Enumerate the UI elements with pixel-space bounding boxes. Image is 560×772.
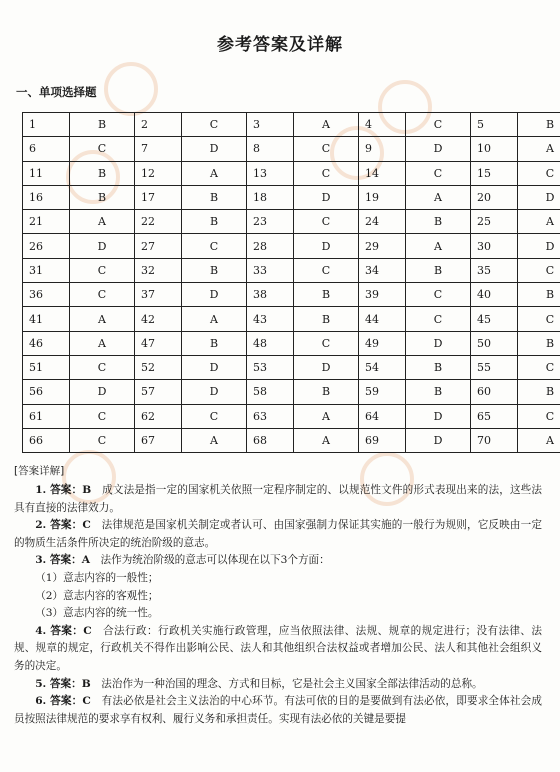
answer-choice: C <box>518 307 560 331</box>
answer-choice: D <box>518 185 560 209</box>
explanation-text: 法作为统治阶级的意志可以体现在以下3个方面： <box>100 554 330 567</box>
question-number: 51 <box>23 355 70 379</box>
question-number: 64 <box>359 404 406 428</box>
answer-choice: A <box>182 161 247 185</box>
table-row <box>23 331 560 355</box>
question-number: 60 <box>471 380 518 404</box>
answer-choice: A <box>70 210 135 234</box>
question-number: 7 <box>135 137 182 161</box>
answer-choice: C <box>70 428 135 452</box>
answer-choice: C <box>70 137 135 161</box>
question-number: 13 <box>247 161 294 185</box>
answer-choice: A <box>294 404 359 428</box>
explanation-paragraph <box>14 552 542 570</box>
answer-choice: D <box>406 428 471 452</box>
question-number: 53 <box>247 355 294 379</box>
answer-choice: C <box>294 161 359 185</box>
answer-label: 3. 答案：A <box>35 554 90 567</box>
table-row <box>23 113 560 137</box>
answer-choice: C <box>406 283 471 307</box>
question-number: 58 <box>247 380 294 404</box>
explanation-paragraph <box>14 605 542 623</box>
answer-choice: C <box>182 234 247 258</box>
answer-choice: C <box>70 258 135 282</box>
watermark-logo <box>104 62 158 116</box>
question-number: 27 <box>135 234 182 258</box>
answer-choice: D <box>70 380 135 404</box>
question-number: 6 <box>23 137 70 161</box>
answer-choice: B <box>182 185 247 209</box>
explanation-paragraph <box>14 570 542 588</box>
explanation-paragraph <box>14 693 542 728</box>
answer-choice: B <box>70 185 135 209</box>
explanation-text: （2）意志内容的客观性； <box>35 589 159 602</box>
answer-choice: C <box>294 137 359 161</box>
answer-choice: A <box>406 185 471 209</box>
question-number: 12 <box>135 161 182 185</box>
answer-label: 1. 答案：B <box>35 484 92 496</box>
question-number: 47 <box>135 331 182 355</box>
answer-choice: A <box>70 307 135 331</box>
answer-choice: A <box>518 210 560 234</box>
answer-choice: D <box>294 234 359 258</box>
explanation-text: （3）意志内容的统一性。 <box>35 607 159 620</box>
answer-choice: A <box>182 307 247 331</box>
explanation-text: 法治作为一种治国的理念、方式和目标，它是社会主义国家全部法律活动的总称。 <box>101 677 483 690</box>
answer-choice: C <box>70 355 135 379</box>
answer-choice: B <box>406 210 471 234</box>
answer-choice: D <box>406 404 471 428</box>
answer-choice: D <box>294 355 359 379</box>
question-number: 36 <box>23 283 70 307</box>
table-row <box>23 185 560 209</box>
table-row <box>23 404 560 428</box>
question-number: 65 <box>471 404 518 428</box>
table-row <box>23 137 560 161</box>
answer-choice: D <box>70 234 135 258</box>
answer-choice: D <box>294 185 359 209</box>
answer-choice: D <box>182 283 247 307</box>
answer-choice: C <box>294 331 359 355</box>
question-number: 1 <box>23 113 70 137</box>
question-number: 35 <box>471 258 518 282</box>
answer-choice: B <box>518 331 560 355</box>
question-number: 43 <box>247 307 294 331</box>
answer-choice: B <box>406 380 471 404</box>
answer-choice: A <box>518 428 560 452</box>
question-number: 10 <box>471 137 518 161</box>
answer-choice: A <box>294 428 359 452</box>
table-row <box>23 161 560 185</box>
question-number: 61 <box>23 404 70 428</box>
question-number: 3 <box>247 113 294 137</box>
question-number: 39 <box>359 283 406 307</box>
answer-choice: C <box>294 210 359 234</box>
question-number: 32 <box>135 258 182 282</box>
question-number: 14 <box>359 161 406 185</box>
question-number: 24 <box>359 210 406 234</box>
question-number: 50 <box>471 331 518 355</box>
answer-choice: C <box>518 161 560 185</box>
answer-choice: A <box>182 428 247 452</box>
question-number: 31 <box>23 258 70 282</box>
answer-choice: D <box>182 355 247 379</box>
table-row <box>23 210 560 234</box>
question-number: 49 <box>359 331 406 355</box>
question-number: 23 <box>247 210 294 234</box>
question-number: 4 <box>359 113 406 137</box>
question-number: 37 <box>135 283 182 307</box>
question-number: 66 <box>23 428 70 452</box>
answer-choice: A <box>518 137 560 161</box>
question-number: 25 <box>471 210 518 234</box>
explanations-label: [答案详解] <box>14 465 65 477</box>
question-number: 26 <box>23 234 70 258</box>
answer-choice: C <box>406 161 471 185</box>
explanation-text: 成文法是指一定的国家机关依照一定程序制定的、以规范性文件的形式表现出来的法，这些法具有直接的法律效力。 <box>14 484 543 514</box>
section-heading: 一、单项选择题 <box>16 85 97 99</box>
question-number: 63 <box>247 404 294 428</box>
answer-choice: B <box>406 355 471 379</box>
explanation-text: 法律规范是国家机关制定或者认可、由国家强制力保证其实施的一般行为规则，它反映由一定的物质生活条件所决定的统治阶级的意志。 <box>14 519 543 549</box>
question-number: 29 <box>359 234 406 258</box>
answer-choice: C <box>518 404 560 428</box>
explanation-paragraph <box>14 623 542 676</box>
question-number: 57 <box>135 380 182 404</box>
table-row <box>23 307 560 331</box>
answer-choice: C <box>182 404 247 428</box>
question-number: 20 <box>471 185 518 209</box>
explanation-text: （1）意志内容的一般性； <box>35 571 159 584</box>
question-number: 28 <box>247 234 294 258</box>
answer-choice: D <box>182 137 247 161</box>
answer-choice: B <box>70 161 135 185</box>
question-number: 38 <box>247 283 294 307</box>
table-row <box>23 234 560 258</box>
question-number: 2 <box>135 113 182 137</box>
table-row <box>23 283 560 307</box>
question-number: 62 <box>135 404 182 428</box>
table-row <box>23 258 560 282</box>
question-number: 21 <box>23 210 70 234</box>
explanation-paragraph <box>14 588 542 606</box>
answer-choice: B <box>518 113 560 137</box>
question-number: 70 <box>471 428 518 452</box>
question-number: 5 <box>471 113 518 137</box>
answer-choice: B <box>294 307 359 331</box>
explanation-text: 合法行政：行政机关实施行政管理，应当依照法律、法规、规章的规定进行；没有法律、法规、规章的规定，行政机关不得作出影响公民、法人和其他组织合法权益或者增加公民、法人和其他社会组织义务的决定。 <box>14 624 542 672</box>
question-number: 67 <box>135 428 182 452</box>
page-title: 参考答案及详解 <box>217 35 343 55</box>
answer-label: 4. 答案：C <box>35 624 92 637</box>
question-number: 33 <box>247 258 294 282</box>
answer-choice: B <box>406 258 471 282</box>
question-number: 59 <box>359 380 406 404</box>
question-number: 45 <box>471 307 518 331</box>
question-number: 8 <box>247 137 294 161</box>
question-number: 11 <box>23 161 70 185</box>
question-number: 68 <box>247 428 294 452</box>
answer-choice: A <box>406 234 471 258</box>
question-number: 69 <box>359 428 406 452</box>
answer-label: 6. 答案：C <box>35 695 91 708</box>
answer-choice: C <box>182 113 247 137</box>
answer-choice: B <box>518 380 560 404</box>
answer-choice: D <box>406 137 471 161</box>
answer-choice: C <box>406 307 471 331</box>
answer-choice: D <box>518 234 560 258</box>
answer-choice: B <box>182 210 247 234</box>
answer-choice: C <box>518 258 560 282</box>
answer-choice: B <box>294 283 359 307</box>
question-number: 15 <box>471 161 518 185</box>
question-number: 52 <box>135 355 182 379</box>
answer-choice: C <box>518 355 560 379</box>
answer-choice: B <box>70 113 135 137</box>
answer-choice: D <box>182 380 247 404</box>
question-number: 41 <box>23 307 70 331</box>
explanation-paragraph <box>14 482 542 517</box>
question-number: 16 <box>23 185 70 209</box>
answer-key-table <box>22 112 560 453</box>
question-number: 46 <box>23 331 70 355</box>
answer-choice: B <box>518 283 560 307</box>
answer-choice: C <box>406 113 471 137</box>
answer-choice: B <box>182 258 247 282</box>
question-number: 48 <box>247 331 294 355</box>
question-number: 44 <box>359 307 406 331</box>
question-number: 56 <box>23 380 70 404</box>
question-number: 34 <box>359 258 406 282</box>
answer-choice: D <box>406 331 471 355</box>
explanations <box>14 482 542 728</box>
table-row <box>23 380 560 404</box>
answer-label: 5. 答案：B <box>35 677 91 690</box>
question-number: 22 <box>135 210 182 234</box>
explanation-paragraph <box>14 517 542 552</box>
answer-choice: C <box>70 283 135 307</box>
question-number: 19 <box>359 185 406 209</box>
answer-choice: B <box>182 331 247 355</box>
question-number: 40 <box>471 283 518 307</box>
answer-choice: A <box>294 113 359 137</box>
question-number: 30 <box>471 234 518 258</box>
question-number: 9 <box>359 137 406 161</box>
question-number: 55 <box>471 355 518 379</box>
explanation-paragraph <box>14 676 542 694</box>
explanation-text: 有法必依是社会主义法治的中心环节。有法可依的目的是要做到有法必依，即要求全体社会成员按照法律规范的要求享有权利、履行义务和承担责任。实现有法必依的关键是要提 <box>14 695 543 725</box>
question-number: 17 <box>135 185 182 209</box>
answer-choice: A <box>70 331 135 355</box>
table-row <box>23 428 560 452</box>
answer-label: 2. 答案：C <box>35 519 91 532</box>
answer-choice: C <box>294 258 359 282</box>
answer-choice: B <box>294 380 359 404</box>
question-number: 54 <box>359 355 406 379</box>
answer-choice: C <box>70 404 135 428</box>
table-row <box>23 355 560 379</box>
question-number: 18 <box>247 185 294 209</box>
question-number: 42 <box>135 307 182 331</box>
